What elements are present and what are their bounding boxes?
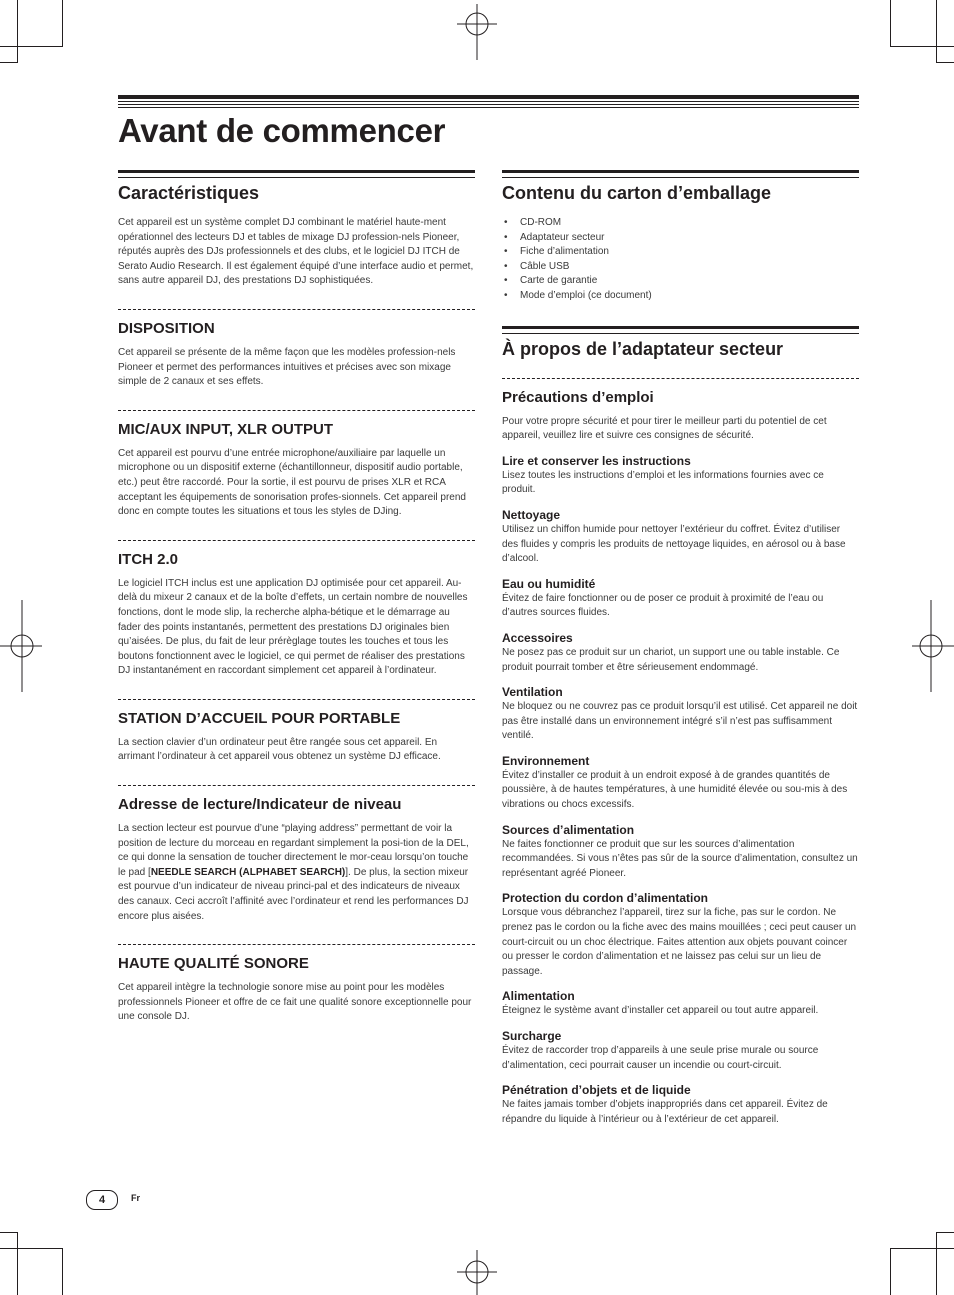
crop-mark — [890, 46, 954, 47]
registration-mark-icon — [912, 600, 954, 692]
crop-mark — [936, 0, 937, 63]
adapter-heading: À propos de l’adaptateur secteur — [502, 338, 784, 359]
list-item: • Adaptateur secteur — [502, 231, 859, 246]
itch-heading: ITCH 2.0 — [118, 550, 179, 568]
page-number: 4 — [86, 1190, 118, 1210]
title-rule — [118, 107, 859, 108]
layout-text: Cet appareil se présente de la même façon que les modèles profession-nels Pioneer et permet des performances intuitives et précises avec son mixage simple de 2 canaux et ses effets. — [118, 346, 456, 388]
precaution-title: Lire et conserver les instructions — [502, 453, 691, 468]
precaution-text: Évitez d’installer ce produit à un endroit exposé à de grandes quantités de poussière, à de hautes températures, à une humidité élevée ou sou-mis à des vibrations ou chocs excessifs. — [502, 769, 848, 811]
precaution-text: Lorsque vous débranchez l’appareil, tirez sur la fiche, pas sur le cordon. Ne prenez pas le cordon ou la fiche avec des mains mouillées ; ceci peut causer un court-circuit ou un choc électrique. Faites attention aux objets pouvant coincer ou presser le cordon d’alimentation et ne laissez pas celui sur un lieu de passage. — [502, 907, 857, 977]
precautions-intro: Pour votre propre sécurité et pour tirer le meilleur parti du potentiel de cet appareil, veuillez lire et suivre ces consignes de sécurité. — [502, 415, 827, 442]
precaution-title: Sources d’alimentation — [502, 822, 635, 837]
precaution-title: Accessoires — [502, 630, 573, 645]
crop-mark — [17, 1232, 18, 1295]
list-item: • CD-ROM — [502, 216, 859, 231]
address-text-before: La section lecteur est pourvue d’une “playing address” permettant de voir la position de lecture du morceau en regardant simplement la posi-tion de la DEL, ce qui donne la sensation de toucher directement le mor-ceau lorsqu’on touche le pad [ — [118, 823, 469, 878]
precaution-title: Ventilation — [502, 685, 563, 700]
precaution-title: Pénétration d’objets et de liquide — [502, 1083, 691, 1098]
precaution-text: Évitez de faire fonctionner ou de poser ce produit à proximité de l’eau ou d’autres sources fluides. — [502, 592, 824, 619]
crop-mark — [890, 0, 891, 47]
itch-text: Le logiciel ITCH inclus est une application DJ optimisée pour cet appareil. Au-delà du mixeur 2 canaux et de la boîte d’effets, un certain nombre de nouvelles fonctions, dont le mode slip, la recherche alpha-bétique et le démarrage au fader des points instantanés, permettent des prestations DJ originales bien qu’aisées. De plus, du fait de leur prérèglage toutes les touches et tous les boutons fonctionnent avec le logiciel, ce qui permet de réaliser des prestations DJ instantanément en raccordant simplement cet appareil à l’ordinateur. — [118, 577, 468, 677]
precaution-text: Ne faites fonctionner ce produit que sur les sources d’alimentation recommandées. Si vous n’êtes pas sûr de la source d’alimentation, consultez un représentant agréé Pioneer. — [502, 838, 858, 879]
dashed-divider — [118, 309, 475, 310]
precaution-title: Protection du cordon d’alimentation — [502, 891, 709, 906]
crop-mark — [0, 1248, 63, 1249]
left-column — [118, 170, 475, 1025]
section-rule — [118, 170, 475, 178]
needle-search-button-name: NEEDLE SEARCH (ALPHABET SEARCH) — [150, 866, 346, 878]
dashed-divider — [118, 540, 475, 541]
title-rule — [118, 101, 859, 102]
crop-mark — [890, 1248, 954, 1249]
precaution-text: Lisez toutes les instructions d’emploi et les informations fournies avec ce produit. — [502, 469, 824, 496]
dashed-divider — [118, 944, 475, 945]
language-code: Fr — [131, 1193, 140, 1203]
precaution-title: Environnement — [502, 753, 590, 768]
dashed-divider — [118, 410, 475, 411]
registration-mark-icon — [457, 4, 497, 60]
address-heading: Adresse de lecture/Indicateur de niveau — [118, 796, 402, 814]
right-column — [502, 170, 859, 1127]
precaution-text: Ne bloquez ou ne couvrez pas ce produit lorsqu’il est utilisé. Cet appareil ne doit pas être installé dans un environnement intégré s’il n’est pas suffisamment ventilé. — [502, 701, 858, 742]
page-title: Avant de commencer — [118, 112, 446, 149]
station-heading: STATION D’ACCUEIL POUR PORTABLE — [118, 709, 401, 727]
crop-mark — [62, 0, 63, 47]
precautions-heading: Précautions d’emploi — [502, 388, 654, 406]
layout-heading: DISPOSITION — [118, 319, 215, 337]
crop-mark — [0, 1232, 18, 1233]
precaution-title: Alimentation — [502, 989, 575, 1004]
quality-text: Cet appareil intègre la technologie sonore mise au point pour les modèles professionnels Pioneer et offre de ce fait une qualité sonore exceptionnelle pour une console DJ. — [118, 982, 472, 1023]
title-rule — [118, 95, 859, 99]
precaution-title: Surcharge — [502, 1029, 562, 1043]
precaution-text: Utilisez un chiffon humide pour nettoyer l’extérieur du coffret. Évitez d’utiliser des fluides y compris les produits de nettoyage liquides, en aérosol ou à base d’alcool. — [502, 523, 846, 565]
list-item: • Câble USB — [502, 260, 859, 275]
section-rule — [502, 326, 859, 334]
list-item: • Mode d’emploi (ce document) — [502, 289, 859, 304]
dashed-divider — [118, 699, 475, 700]
quality-heading: HAUTE QUALITÉ SONORE — [118, 955, 309, 973]
crop-mark — [0, 62, 18, 63]
crop-mark — [936, 1232, 954, 1233]
mic-heading: MIC/AUX INPUT, XLR OUTPUT — [118, 420, 334, 438]
address-text — [118, 822, 475, 924]
features-text: Cet appareil est un système complet DJ combinant le matériel haute-ment opérationnel des lecteurs DJ et tables de mixage DJ profession-nels Pioneer, réputés auprès des DJs professionnels et des clubs, et le logiciel DJ ITCH de Serato Audio Research. Il est également équipé d’une interface audio et permet, sans autre appareil DJ, des prestations DJ sophistiquées. — [118, 217, 474, 287]
station-text: La section clavier d’un ordinateur peut être rangée sous cet appareil. En arrimant l’ordinateur à cet appareil vous obtenez un système DJ efficace. — [118, 736, 441, 763]
registration-mark-icon — [457, 1250, 497, 1295]
dashed-divider — [118, 785, 475, 786]
crop-mark — [936, 62, 954, 63]
crop-mark — [890, 1248, 891, 1295]
precaution-title: Eau ou humidité — [502, 576, 596, 591]
box-contents-list — [502, 216, 859, 304]
precaution-text: Évitez de raccorder trop d’appareils à une seule prise murale ou source d’alimentation, ceci pourrait causer un incendie ou court-circuit. — [502, 1045, 819, 1071]
registration-mark-icon — [0, 600, 42, 692]
crop-mark — [62, 1248, 63, 1295]
crop-mark — [936, 1232, 937, 1295]
mic-text: Cet appareil est pourvu d’une entrée microphone/auxiliaire par laquelle un microphone ou un dispositif externe (échantillonneur, dispositif audio portable, etc.) peut être raccordé. Pour la sortie, il est pourvu de prises XLR et RCA acceptant les équipements de sonorisation profes-sionnels. Cet appareil prend donc en compte toutes les situations et tous les styles de DJing. — [118, 447, 466, 518]
precaution-text: Éteignez le système avant d’installer cet appareil ou tout autre appareil. — [502, 1005, 819, 1017]
dashed-divider — [502, 378, 859, 379]
box-contents-heading: Contenu du carton d’emballage — [502, 183, 772, 203]
crop-mark — [0, 46, 63, 47]
features-heading: Caractéristiques — [118, 183, 260, 203]
precaution-title: Nettoyage — [502, 507, 561, 522]
list-item: • Fiche d’alimentation — [502, 245, 859, 260]
precaution-text: Ne faites jamais tomber d’objets inappropriés dans cet appareil. Évitez de répandre du liquide à l’intérieur ou à l’extérieur de cet appareil. — [502, 1099, 828, 1125]
section-rule — [502, 170, 859, 178]
crop-mark — [17, 0, 18, 63]
precaution-text: Ne posez pas ce produit sur un chariot, un support une ou table instable. Ce produit pourrait tomber et être sérieusement endommagé. — [502, 646, 840, 673]
list-item: • Carte de garantie — [502, 274, 859, 289]
address-text-after: ]. De plus, la section mixeur est pourvue d’un indicateur de niveau princi-pal et des indicateurs de niveaux des canaux. Ceci accroît l’affinité avec l’ordinateur et rend les performances DJ encore plus aisées. — [118, 866, 469, 922]
title-rule — [118, 104, 859, 105]
